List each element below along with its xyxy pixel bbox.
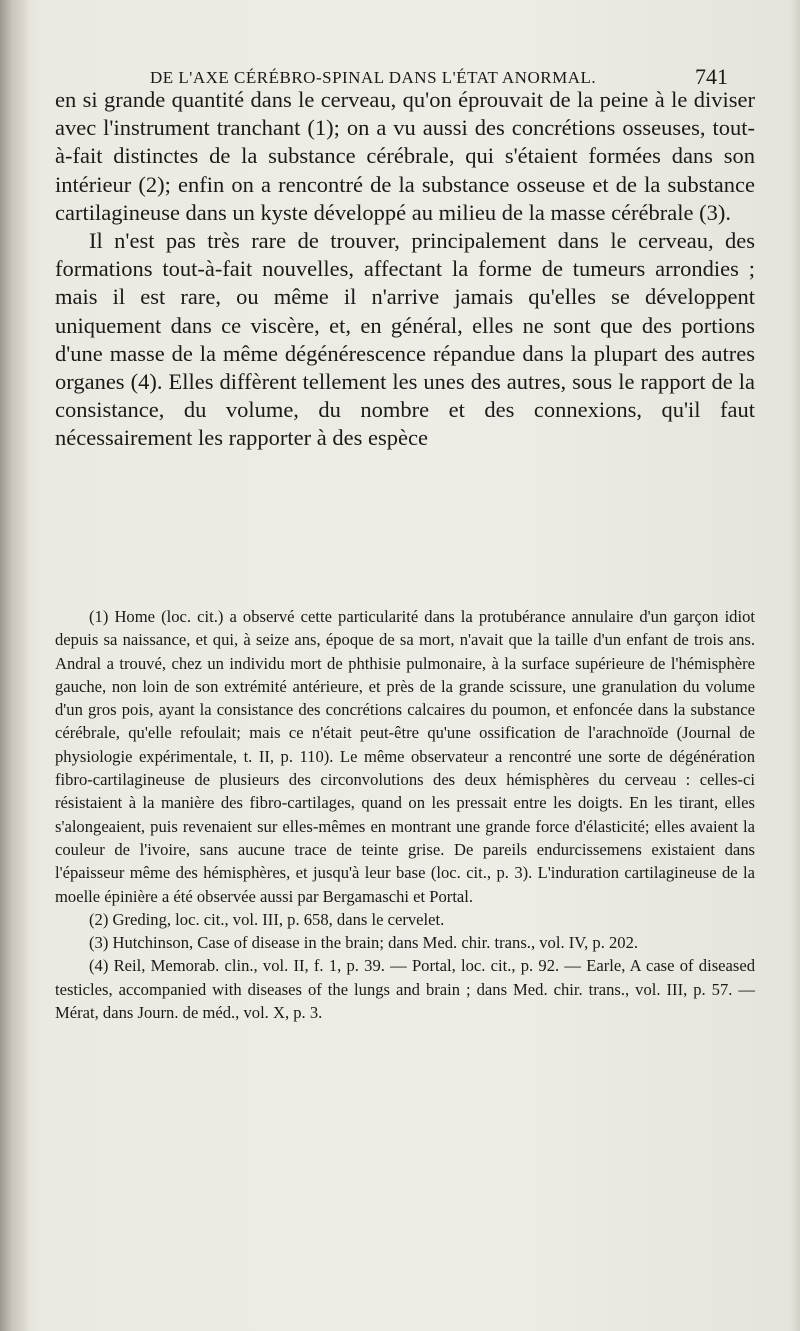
page-number: 741 xyxy=(695,64,728,89)
footnote-3: (3) Hutchinson, Case of disease in the brain; dans Med. chir. trans., vol. IV, p. 202. xyxy=(89,933,639,953)
footnote-4: (4) Reil, Memorab. clin., vol. II, f. 1, p. 39. — Portal, loc. cit., p. 92. — Earle, A case of diseased testicles, accompanied with diseases of the lungs and brain ; dans Med. chir. trans., vol. III, p. 57. — Mérat, dans Journ. de méd., vol. X, p. 3. xyxy=(55,956,755,1023)
main-text xyxy=(55,86,755,453)
footnote-1: (1) Home (loc. cit.) a observé cette particularité dans la protubérance annulaire d'un garçon idiot depuis sa naissance, et qui, à seize ans, époque de sa mort, n'avait que la taille d'un enfant de trois ans. Andral a trouvé, chez un individu mort de phthisie pulmonaire, à la surface supérieure de l'hémisphère gauche, non loin de son extrémité antérieure, et près de la grande scissure, une granulation du volume d'un gros pois, ayant la consistance des concrétions calcaires du poumon, et enfoncée dans la substance cérébrale, qu'elle refoulait; mais ce n'était peut-être qu'une ossification de l'arachnoïde (Journal de physiologie expérimentale, t. II, p. 110). Le même observateur a rencontré une sorte de dégénération fibro-cartilagineuse de plusieurs des circonvolutions des deux hémisphères du cerveau : celles-ci résistaient à la manière des fibro-cartilages, quand on les pressait entre les doigts. En les tirant, elles s'alongeaient, puis revenaient sur elles-mêmes en montrant une grande force d'élasticité; elles avaient la couleur de l'ivoire, sans aucune trace de teinte grise. De pareils endurcissemens existaient dans l'épaisseur même des hémisphères, et jusqu'à leur base (loc. cit., p. 3). L'induration cartilagineuse de la moelle épinière a été observée aussi par Bergamaschi et Portal. xyxy=(55,607,755,906)
running-head: DE L'AXE CÉRÉBRO-SPINAL DANS L'ÉTAT ANORMAL. xyxy=(150,68,597,87)
body-paragraph-2: Il n'est pas très rare de trouver, principalement dans le cerveau, des formations tout-à-fait nouvelles, affectant la forme de tumeurs arrondies ; mais il est rare, ou même il n'arrive jamais qu'elles se développent uniquement dans ce viscère, et, en général, elles ne sont que des portions d'une masse de la même dégénérescence répandue dans la plupart des autres organes (4). Elles diffèrent tellement les unes des autres, sous le rapport de la consistance, du volume, du nombre et des connexions, qu'il faut nécessairement les rapporter à des espèce xyxy=(55,228,755,451)
footnotes xyxy=(55,605,755,1024)
page-edge xyxy=(790,0,800,1331)
footnote-2: (2) Greding, loc. cit., vol. III, p. 658, dans le cervelet. xyxy=(89,909,445,929)
body-paragraph-1: en si grande quantité dans le cerveau, qu'on éprouvait de la peine à le diviser avec l'instrument tranchant (1); on a vu aussi des concrétions osseuses, tout-à-fait distinctes de la substance cérébrale, qui s'étaient formées dans son intérieur (2); enfin on a rencontré de la substance osseuse et de la substance cartilagineuse dans un kyste développé au milieu de la masse cérébrale (3). xyxy=(55,87,755,225)
binding-shadow xyxy=(0,0,30,1331)
